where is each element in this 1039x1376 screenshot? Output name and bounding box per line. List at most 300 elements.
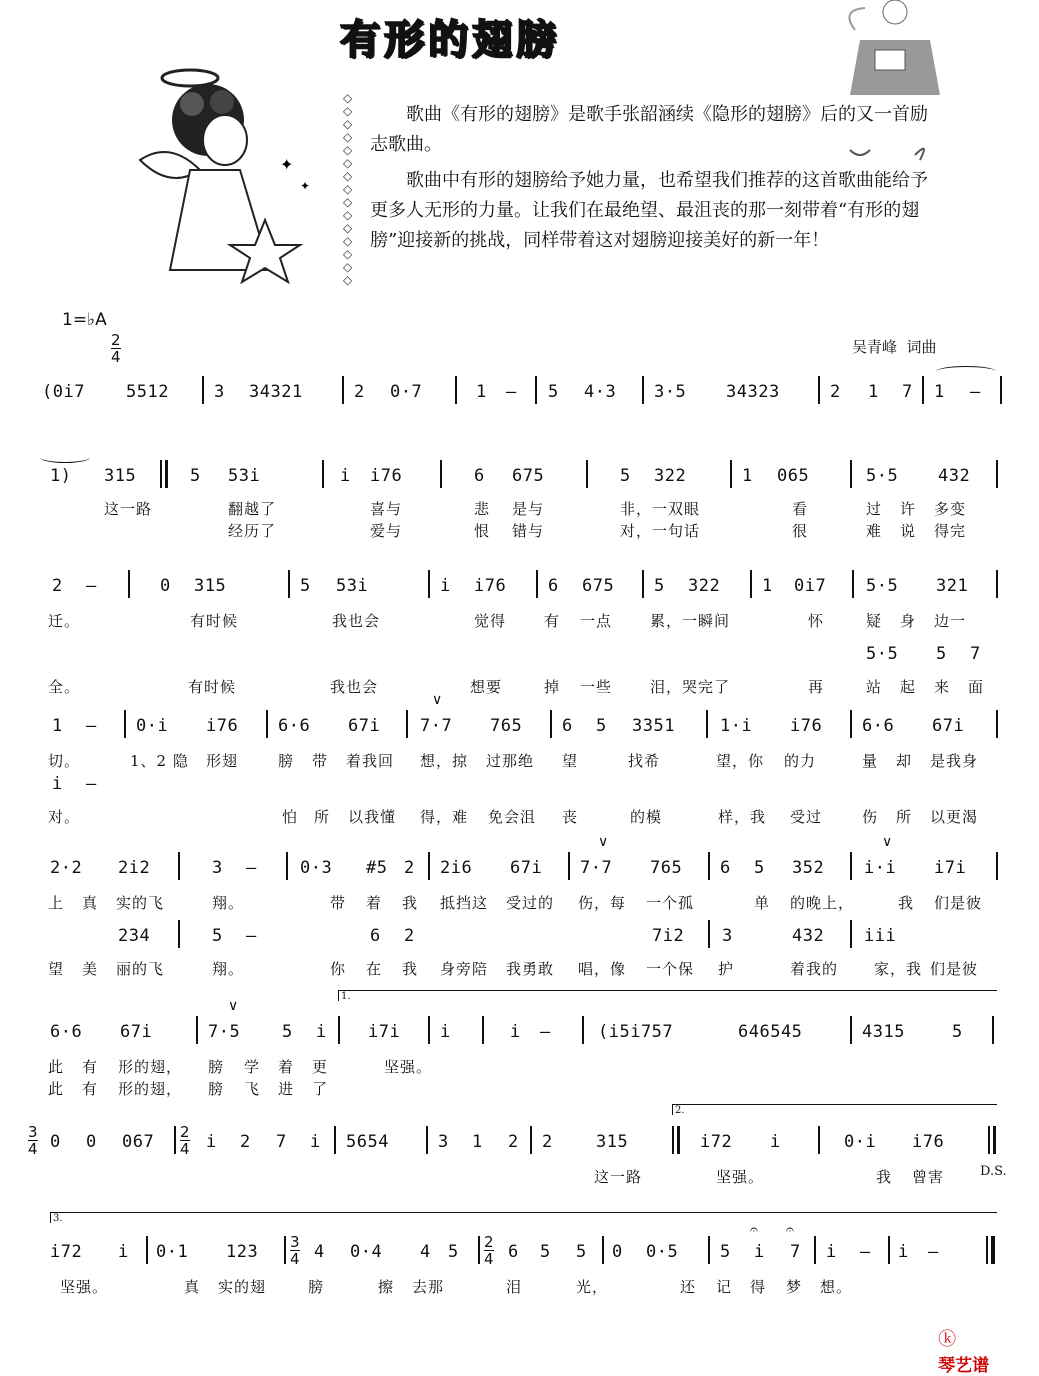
note-group: i·i [864, 858, 897, 878]
lyric: 光， [576, 1278, 609, 1296]
time-signature-2-4: 2 4 [180, 1123, 190, 1158]
logo-mark-icon: ⓚ [938, 1329, 957, 1350]
lyric: 单 [754, 894, 771, 912]
note-group: 0·3 [300, 858, 333, 878]
lyric: 带 [312, 752, 329, 770]
note-group: 065 [777, 466, 810, 486]
note-group: 1 [868, 382, 879, 402]
note-group: 1 [762, 576, 773, 596]
lyric: 边一 [934, 612, 967, 630]
lyric: 我也会 [330, 678, 379, 696]
lyric: 过 [866, 500, 883, 518]
author-credit: 吴青峰 词曲 [852, 338, 937, 356]
note-group: 7·7 [420, 716, 453, 736]
note-group: i [510, 1022, 521, 1042]
lyric: 曾害 [912, 1168, 945, 1186]
note-group: 5512 [126, 382, 169, 402]
lyric: 错与 [512, 522, 545, 540]
lyric: 的力 [784, 752, 817, 770]
note-group: 0·1 [156, 1242, 189, 1262]
lyric: 一点 [580, 612, 613, 630]
lyric: 着 [278, 1058, 295, 1076]
note-group: 0 [86, 1132, 97, 1152]
lyric: 此 [48, 1080, 65, 1098]
lyric: 着我回 [346, 752, 395, 770]
lyric: 想。 [820, 1278, 853, 1296]
lyric: 翔。 [212, 894, 245, 912]
note-group: i7i [368, 1022, 401, 1042]
note-group: 7i2 [652, 926, 685, 946]
lyric: 有 [82, 1058, 99, 1076]
time-signature-3-4: 3 4 [290, 1233, 300, 1268]
lyric: 多变 [934, 500, 967, 518]
note-group: i76 [790, 716, 823, 736]
lyric: 飞 [244, 1080, 261, 1098]
lyric: 望 [562, 752, 579, 770]
note-group: i [898, 1242, 909, 1262]
note-group: 67i [932, 716, 965, 736]
note-group: 5 [952, 1022, 963, 1042]
lyric: 是我身 [930, 752, 979, 770]
note-group: 53i [228, 466, 261, 486]
note-group: – [506, 382, 517, 402]
note-group: 123 [226, 1242, 259, 1262]
lyric: 有 [544, 612, 561, 630]
lyric: 望 [48, 960, 65, 978]
note-group: 322 [688, 576, 721, 596]
lyric: 更 [312, 1058, 329, 1076]
lyric: 坚强。 [384, 1058, 433, 1076]
time-signature: 2 4 [111, 331, 121, 366]
lyric: 的晚上， [790, 894, 855, 912]
svg-text:✦: ✦ [280, 155, 294, 174]
site-logo[interactable] [928, 1306, 989, 1376]
lyric: 我 [898, 894, 915, 912]
lyric: 受过 [790, 808, 823, 826]
note-group: 6·6 [862, 716, 895, 736]
note-group: 315 [194, 576, 227, 596]
note-group: 53i [336, 576, 369, 596]
note-group: 6·6 [278, 716, 311, 736]
note-group: 675 [582, 576, 615, 596]
lyric: 进 [278, 1080, 295, 1098]
note-group: 7·7 [580, 858, 613, 878]
note-group: 6 [548, 576, 559, 596]
page-title: 有形的翅膀 [340, 17, 560, 63]
note-group: – [246, 926, 257, 946]
lyric: 我也会 [332, 612, 381, 630]
lyric: 学 [244, 1058, 261, 1076]
lyric: 怀 [808, 612, 825, 630]
lyric: 喜与 [370, 500, 403, 518]
lyric: 我 [876, 1168, 893, 1186]
lyric: 带 [330, 894, 347, 912]
note-group: #5 [366, 858, 388, 878]
note-group: 675 [512, 466, 545, 486]
note-group: 5 [654, 576, 665, 596]
lyric: 泪 [506, 1278, 523, 1296]
lyric: 得完 [934, 522, 967, 540]
lyric: 量 [862, 752, 879, 770]
lyric: 对。 [48, 808, 81, 826]
note-group: i [440, 1022, 451, 1042]
note-group: i7i [934, 858, 967, 878]
note-group: 0·4 [350, 1242, 383, 1262]
lyric: 着我的 [790, 960, 839, 978]
note-group: 1 [742, 466, 753, 486]
lyric: 恨 [474, 522, 491, 540]
lyric: 面 [968, 678, 985, 696]
lyric: 膀 [278, 752, 295, 770]
lyric: 切。 [48, 752, 81, 770]
note-group: 0 [612, 1242, 623, 1262]
breath-mark: ∨ [432, 692, 443, 708]
note-group: 2 [404, 858, 415, 878]
note-group: 3 [722, 926, 733, 946]
note-group: 2i2 [118, 858, 151, 878]
lyric: 掉 [544, 678, 561, 696]
note-group: 321 [936, 576, 969, 596]
time-signature-2-4: 2 4 [484, 1233, 494, 1268]
note-group: 5·5 [866, 576, 899, 596]
note-group: 7 [276, 1132, 287, 1152]
lyric: 1、2 隐 [130, 752, 189, 770]
note-group: 5 [754, 858, 765, 878]
lyric: 起 [900, 678, 917, 696]
note-group: 1 [476, 382, 487, 402]
note-group: 0·7 [390, 382, 423, 402]
lyric: 实的翅 [218, 1278, 267, 1296]
lyric: 经历了 [228, 522, 277, 540]
note-group: 5 [540, 1242, 551, 1262]
note-group: 6 [720, 858, 731, 878]
note-group: 5 [596, 716, 607, 736]
note-group: 1) [50, 466, 72, 486]
note-group: – [246, 858, 257, 878]
lyric: 们是彼 [934, 894, 983, 912]
note-group: 67i [510, 858, 543, 878]
note-group: 646545 [738, 1022, 803, 1042]
note-group: 3 [214, 382, 225, 402]
note-group: 0·5 [646, 1242, 679, 1262]
note-group: 67i [348, 716, 381, 736]
lyric: 一个保 [646, 960, 695, 978]
lyric: 所 [896, 808, 913, 826]
volta-3: 3. [50, 1212, 997, 1223]
breath-mark: ∨ [228, 998, 239, 1014]
lyric: 唱，像 [578, 960, 627, 978]
note-group: 2 [542, 1132, 553, 1152]
lyric: 再 [808, 678, 825, 696]
lyric: 觉得 [474, 612, 507, 630]
lyric: 这一路 [104, 500, 153, 518]
lyric: 膀 [208, 1080, 225, 1098]
lyric: 去那 [412, 1278, 445, 1296]
note-group: 5 [190, 466, 201, 486]
lyric: 累，一瞬间 [650, 612, 731, 630]
note-group: 6 [508, 1242, 519, 1262]
lyric: 一个孤 [646, 894, 695, 912]
note-group: i76 [474, 576, 507, 596]
note-group: – [540, 1022, 551, 1042]
note-group: 234 [118, 926, 151, 946]
breath-mark: ∨ [882, 834, 893, 850]
lyric: 丧 [562, 808, 579, 826]
note-group: 5 [300, 576, 311, 596]
note-group: 4315 [862, 1022, 905, 1042]
note-group: – [928, 1242, 939, 1262]
note-group: 2 [508, 1132, 519, 1152]
lyric: 我 [402, 960, 419, 978]
logo-text: 琴艺谱 [938, 1356, 990, 1376]
note-group: 0·i [136, 716, 169, 736]
lyric: 真 [82, 894, 99, 912]
note-group: 1 [472, 1132, 483, 1152]
note-group: 3·5 [654, 382, 687, 402]
note-group: 5·5 [866, 644, 899, 664]
note-group: 5 [282, 1022, 293, 1042]
lyric: 一些 [580, 678, 613, 696]
lyric: 得，难 [420, 808, 469, 826]
lyric: 想，掠 [420, 752, 469, 770]
lyric: 记 [716, 1278, 733, 1296]
lyric: 坚强。 [716, 1168, 765, 1186]
lyric: 过那绝 [486, 752, 535, 770]
note-group: i76 [370, 466, 403, 486]
note-group: (0i7 [42, 382, 85, 402]
lyric: 悲 [474, 500, 491, 518]
lyric: 家，我 [874, 960, 923, 978]
lyric: 们是彼 [930, 960, 979, 978]
note-group: 7 [970, 644, 981, 664]
lyric: 难 [866, 522, 883, 540]
svg-text:✦: ✦ [300, 179, 311, 193]
lyric: 对，一句话 [620, 522, 701, 540]
lyric: 这一路 [594, 1168, 643, 1186]
lyric: 想要 [470, 678, 503, 696]
note-group: 3 [438, 1132, 449, 1152]
note-group: 2 [404, 926, 415, 946]
note-group: 5 [548, 382, 559, 402]
fermata-icon: 𝄐 [786, 1222, 794, 1238]
lyric: 在 [366, 960, 383, 978]
time-signature-3-4: 3 4 [28, 1123, 38, 1158]
note-group: 067 [122, 1132, 155, 1152]
note-group: 315 [104, 466, 137, 486]
note-group: (i5i757 [598, 1022, 674, 1042]
lyric: 以我懂 [348, 808, 397, 826]
note-group: i [754, 1242, 765, 1262]
lyric: 此 [48, 1058, 65, 1076]
lyric: 却 [896, 752, 913, 770]
note-group: iii [864, 926, 897, 946]
note-group: 5654 [346, 1132, 389, 1152]
note-group: 3351 [632, 716, 675, 736]
lyric: 有时候 [190, 612, 239, 630]
note-group: 6 [474, 466, 485, 486]
lyric: 看 [792, 500, 809, 518]
diamond-border-decoration: ◇◇◇◇◇◇◇◇◇◇◇◇◇◇◇ [343, 91, 353, 287]
lyric: 坚强。 [60, 1278, 109, 1296]
note-group: i [206, 1132, 217, 1152]
lyric: 伤 [862, 808, 879, 826]
note-group: 7·5 [208, 1022, 241, 1042]
note-group: – [86, 576, 97, 596]
volta-1: 1. [338, 990, 997, 1001]
lyric: 找希 [628, 752, 661, 770]
note-group: 5·5 [866, 466, 899, 486]
lyric: 了 [312, 1080, 329, 1098]
lyric: 你 [330, 960, 347, 978]
note-group: i [310, 1132, 321, 1152]
lyric: 全。 [48, 678, 81, 696]
lyric: 来 [934, 678, 951, 696]
lyric: 样，我 [718, 808, 767, 826]
note-group: 2 [240, 1132, 251, 1152]
lyric: 非，一双眼 [620, 500, 701, 518]
lyric: 美 [82, 960, 99, 978]
lyric: 形的翅， [118, 1080, 183, 1098]
note-group: – [86, 774, 97, 794]
note-group: 0 [50, 1132, 61, 1152]
note-group: 6 [562, 716, 573, 736]
note-group: i [826, 1242, 837, 1262]
lyric: 爱与 [370, 522, 403, 540]
note-group: 2 [354, 382, 365, 402]
note-group: – [86, 716, 97, 736]
note-group: 2 [52, 576, 63, 596]
note-group: 5 [936, 644, 947, 664]
note-group: 4·3 [584, 382, 617, 402]
lyric: 站 [866, 678, 883, 696]
lyric: 着 [366, 894, 383, 912]
note-group: 0 [160, 576, 171, 596]
note-group: 4 [314, 1242, 325, 1262]
lyric: 真 [184, 1278, 201, 1296]
lyric: 形的翅， [118, 1058, 183, 1076]
lyric: 的模 [630, 808, 663, 826]
lyric: 说 [900, 522, 917, 540]
breath-mark: ∨ [598, 834, 609, 850]
lyric: 受过的 [506, 894, 555, 912]
lyric: 梦 [786, 1278, 803, 1296]
lyric: 我 [402, 894, 419, 912]
note-group: i [118, 1242, 129, 1262]
volta-2: 2. [672, 1104, 997, 1115]
lyric: 膀 [308, 1278, 325, 1296]
lyric: 膀 [208, 1058, 225, 1076]
note-group: 0i7 [794, 576, 827, 596]
note-group: 322 [654, 466, 687, 486]
note-group: 3 [212, 858, 223, 878]
lyric: 得 [750, 1278, 767, 1296]
lyric: 很 [792, 522, 809, 540]
note-group: i76 [206, 716, 239, 736]
note-group: i [770, 1132, 781, 1152]
note-group: i [340, 466, 351, 486]
note-group: 0·i [844, 1132, 877, 1152]
key-signature: 1=♭A [62, 310, 107, 330]
lyric: 身旁陪 [440, 960, 489, 978]
note-group: 1 [52, 716, 63, 736]
note-group: 5 [448, 1242, 459, 1262]
note-group: 5 [576, 1242, 587, 1262]
lyric: 望，你 [716, 752, 765, 770]
note-group: 1 [934, 382, 945, 402]
lyric: 有时候 [188, 678, 237, 696]
note-group: 5 [720, 1242, 731, 1262]
lyric: 翻越了 [228, 500, 277, 518]
note-group: 2·2 [50, 858, 83, 878]
note-group: i72 [700, 1132, 733, 1152]
lyric: 丽的飞 [116, 960, 165, 978]
lyric: 免会沮 [488, 808, 537, 826]
note-group: 1·i [720, 716, 753, 736]
lyric: 上 [48, 894, 65, 912]
intro-paragraph-2: 歌曲中有形的翅膀给予她力量，也希望我们推荐的这首歌曲能给予更多人无形的力量。让我们在最绝望、最沮丧的那一刻带着“有形的翅膀”迎接新的挑战，同样带着这对翅膀迎接美好的新一年！ [370, 170, 928, 251]
lyric: 是与 [512, 500, 545, 518]
lyric: 以更渴 [930, 808, 979, 826]
note-group: i [52, 774, 63, 794]
note-group: i [316, 1022, 327, 1042]
lyric: 迁。 [48, 612, 81, 630]
lyric: 身 [900, 612, 917, 630]
angel-illustration [130, 60, 330, 285]
note-group: – [970, 382, 981, 402]
note-group: 67i [120, 1022, 153, 1042]
note-group: 7 [902, 382, 913, 402]
lyric: 翔。 [212, 960, 245, 978]
lyric: 抵挡这 [440, 894, 489, 912]
note-group: 432 [938, 466, 971, 486]
note-group: 2 [830, 382, 841, 402]
note-group: i [440, 576, 451, 596]
lyric: 护 [718, 960, 735, 978]
lyric: 泪，哭完了 [650, 678, 731, 696]
note-group: 34321 [249, 382, 303, 402]
note-group: i76 [912, 1132, 945, 1152]
note-group: 6·6 [50, 1022, 83, 1042]
note-group: i72 [50, 1242, 83, 1262]
note-group: 765 [650, 858, 683, 878]
note-group: 315 [596, 1132, 629, 1152]
note-group: 432 [792, 926, 825, 946]
lyric: 有 [82, 1080, 99, 1098]
note-group: 7 [790, 1242, 801, 1262]
lyric: 疑 [866, 612, 883, 630]
lyric: 我勇敢 [506, 960, 555, 978]
note-group: – [860, 1242, 871, 1262]
lyric: 伤，每 [578, 894, 627, 912]
lyric: 还 [680, 1278, 697, 1296]
lyric: 擦 [378, 1278, 395, 1296]
note-group: 6 [370, 926, 381, 946]
note-group: 4 [420, 1242, 431, 1262]
dal-segno-mark: D.S. [980, 1164, 1007, 1179]
note-group: 5 [212, 926, 223, 946]
note-group: 352 [792, 858, 825, 878]
lyric: 所 [314, 808, 331, 826]
lyric: 实的飞 [116, 894, 165, 912]
lyric: 怕 [282, 808, 299, 826]
fermata-icon: 𝄐 [750, 1222, 758, 1238]
note-group: 765 [490, 716, 523, 736]
lyric: 许 [900, 500, 917, 518]
intro-paragraph-1: 歌曲《有形的翅膀》是歌手张韶涵续《隐形的翅膀》后的又一首励志歌曲。 [370, 104, 928, 155]
note-group: 5 [620, 466, 631, 486]
note-group: 2i6 [440, 858, 473, 878]
note-group: 34323 [726, 382, 780, 402]
